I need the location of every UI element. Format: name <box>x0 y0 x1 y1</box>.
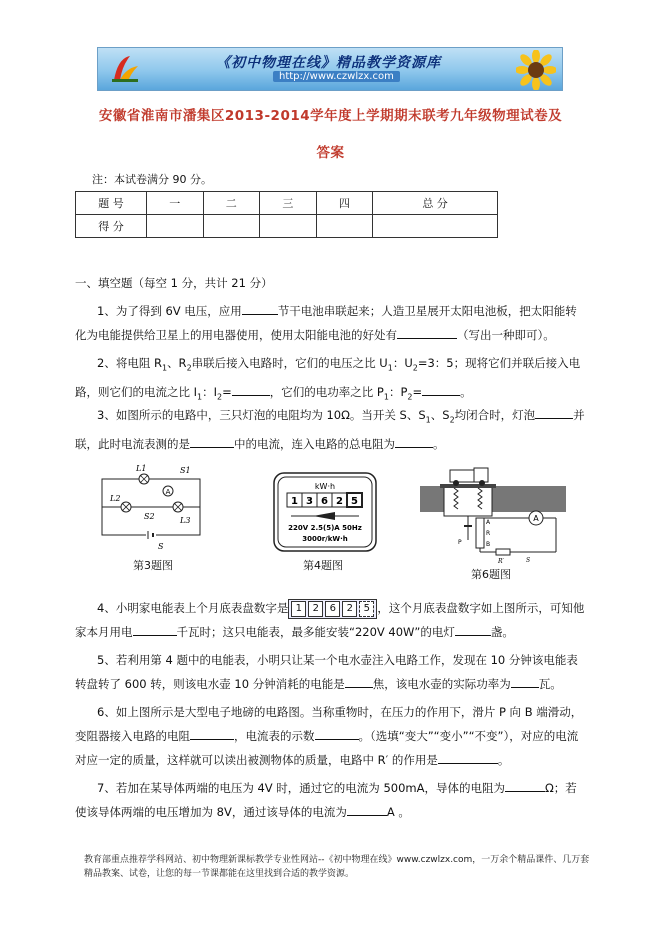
score-table-header-row <box>76 192 498 215</box>
answer-blank[interactable] <box>190 727 234 740</box>
section-heading: 一、填空题（每空 1 分，共计 21 分） <box>75 276 273 290</box>
q3-text: 3、如图所示的电路中，三只灯泡的电阻均为 10Ω。当开关 S、S <box>97 408 426 422</box>
answer-blank[interactable] <box>422 383 460 396</box>
question-2: 2、将电阻 $R_1$、$R_2$串联后接入电路时，它们的电压之比 $U_1$：$U_2=3$：5；现将它们并联后接入电路，则它们的电流之比 $I_1$：$I_2=$ ，它们的电功率之比 $P_1$：$P_2=$ 。 <box>75 356 581 402</box>
q1-text-c: （写出一种即可）。 <box>457 328 555 342</box>
table-header-cell: 三 <box>260 192 317 215</box>
answer-blank[interactable] <box>315 727 359 740</box>
q3-text: 。 <box>433 437 445 452</box>
meter-digit: 6 <box>325 601 340 617</box>
fig6-label-B: B <box>486 541 491 548</box>
answer-blank[interactable] <box>505 779 545 792</box>
fig3-label-L1: L1 <box>136 464 147 473</box>
meter-digit: 2 <box>308 601 323 617</box>
fig6-label-P: P <box>458 539 462 546</box>
q2-text: = <box>412 385 423 400</box>
banner-url[interactable]: http://www.czwlzx.com <box>273 71 400 82</box>
fig6-ammeter-label: A <box>533 514 539 523</box>
q5-text: 5、若利用第 4 题中的电能表，小明只让某一个电水壶注入电路工作，发现在 10 分钟该电能表转盘转了 600 转，则该电水壶 10 分钟消耗的电能是 <box>75 653 578 691</box>
answer-blank[interactable] <box>133 623 177 636</box>
meter-digit: 1 <box>291 601 306 617</box>
q5-text: 焦，该电水壶的实际功率为 <box>372 677 511 691</box>
meter-digit: 2 <box>342 601 357 617</box>
q1-text-a: 1、为了得到 6V 电压，应用 <box>97 304 242 318</box>
score-cell[interactable] <box>147 215 204 238</box>
answer-blank[interactable] <box>345 675 373 688</box>
document-title: 安徽省淮南市潘集区2013-2014学年度上学期期末联考九年级物理试卷及 <box>98 108 563 124</box>
meter-digit: 2 <box>336 496 343 507</box>
answer-blank[interactable] <box>535 406 573 419</box>
answer-blank[interactable] <box>455 623 491 636</box>
score-cell[interactable] <box>260 215 317 238</box>
page-footer: 教育部重点推荐学科网站、初中物理新课标教学专业性网站--《初中物理在线》www.czwlzx.com，一万余个精品课件、几万套精品教案、试卷，让您的每一节课都能在这里找到合适的教学资源。 <box>84 855 590 879</box>
q6-text: 。 <box>497 753 510 767</box>
q6-text: 。（选填“变大”“变小”“不变”），对应的电流对应一定的质量，这样就可以读出被测物体的质量，电路中 R′ 的作用是 <box>75 729 579 767</box>
electric-meter-fig4 <box>273 472 377 552</box>
fig6-caption: 第6题图 <box>471 568 511 581</box>
q7-text: A 。 <box>386 805 410 819</box>
fig3-label-L2: L2 <box>110 494 121 503</box>
q6-text: 6、如上图所示是大型电子地磅的电路图。当称重物时，在压力的作用下，滑片 P 向 B 端滑动，变阻器接入电路的电阻 <box>75 705 583 743</box>
sunflower-icon <box>516 50 556 90</box>
question-3: 3、如图所示的电路中，三只灯泡的电阻均为 10Ω。当开关 S、$S_1$、$S_2$均闭合时，灯泡 并联，此时电流表测的是 中的电流，连入电路的总电阻为 。 <box>75 408 585 452</box>
table-header-cell: 一 <box>147 192 204 215</box>
question-5 <box>75 648 585 696</box>
meter-revolutions: 3000r/kW·h <box>302 535 348 543</box>
fig3-label-S: S <box>158 542 164 551</box>
q2-text: = <box>222 385 232 400</box>
q2-text: ：I <box>202 385 218 400</box>
answer-blank[interactable] <box>395 435 433 448</box>
question-1 <box>75 299 585 347</box>
meter-digit: 1 <box>291 496 298 507</box>
banner-slogan: 《初中物理在线》精品教学资源库 <box>216 55 441 71</box>
question-6 <box>75 700 585 772</box>
meter-digit: 6 <box>321 496 328 507</box>
question-7 <box>75 776 585 824</box>
q6-text: ，电流表的示数 <box>234 729 315 743</box>
table-header-cell: 题 号 <box>76 192 147 215</box>
score-cell[interactable] <box>373 215 498 238</box>
answer-blank[interactable] <box>397 326 457 339</box>
answer-blank[interactable] <box>242 302 278 315</box>
fig3-label-S1: S1 <box>180 466 191 475</box>
answer-blank[interactable] <box>232 383 270 396</box>
fig6-label-A: A <box>486 519 491 526</box>
q3-text: 并联，此时电流表测的是 <box>75 408 585 452</box>
score-note: 注：本试卷满分 90 分。 <box>92 173 212 186</box>
document-title-cont: 答案 <box>316 145 345 161</box>
q2-text: 2、将电阻 R <box>97 356 162 370</box>
answer-blank[interactable] <box>511 675 539 688</box>
meter-rating: 220V 2.5(5)A 50Hz <box>288 524 362 532</box>
score-cell[interactable] <box>203 215 260 238</box>
q7-text: 7、若加在某导体两端的电压为 4V 时，通过它的电流为 500mA，导体的电阻为 <box>97 781 505 795</box>
q5-text: 瓦。 <box>538 677 562 691</box>
q2-text: ，它们的电功率之比 P <box>269 385 384 400</box>
answer-blank[interactable] <box>347 803 387 816</box>
q1-text-b: 节干电池串联起来；人造卫星展开太阳电池板，把太阳能转化为电能提供给卫星上的用电器使用，使用太阳能电池的好处有 <box>75 304 577 342</box>
meter-unit: kW·h <box>314 482 336 491</box>
answer-blank[interactable] <box>438 751 498 764</box>
fig3-label-L3: L3 <box>180 516 191 525</box>
fig6-label-R: R <box>486 530 491 537</box>
table-row-label: 得 分 <box>76 215 147 238</box>
q4-text: 盏。 <box>490 625 514 639</box>
fig3-ammeter-label: A <box>165 488 171 496</box>
fig3-caption: 第3题图 <box>133 559 173 572</box>
score-table <box>75 191 498 238</box>
answer-blank[interactable] <box>190 435 234 448</box>
table-header-cell: 四 <box>316 192 373 215</box>
meter-digit: 3 <box>306 496 313 507</box>
q4-text: 千瓦时；这只电能表，最多能安装“220V 40W”的电灯 <box>176 625 455 639</box>
table-header-cell: 总 分 <box>373 192 498 215</box>
meter-reading-inline <box>288 599 377 619</box>
q2-text: 串联后接入电路时，它们的电压之比 U <box>191 356 388 370</box>
question-4 <box>75 596 585 644</box>
q2-text: =3：5；现将它们并联后接入电路，则它们的电流之比 I <box>75 356 581 400</box>
header-banner <box>97 47 563 91</box>
fig6-label-Rp: R′ <box>498 558 504 565</box>
score-table-row <box>76 215 498 238</box>
q2-text: ：P <box>388 385 408 400</box>
q4-text: ，这个月底表盘数字如上图所示，可知他家本月用电 <box>75 601 585 639</box>
site-logo-icon <box>108 52 142 86</box>
circuit-diagram-fig3 <box>96 461 206 557</box>
fig4-caption: 第4题图 <box>303 559 343 572</box>
fig3-label-S2: S2 <box>144 512 155 521</box>
table-header-cell: 二 <box>203 192 260 215</box>
q2-text: 、R <box>167 356 187 370</box>
meter-digit: 5 <box>359 601 374 617</box>
q3-text: 中的电流，连入电路的总电阻为 <box>234 437 395 452</box>
fig6-label-S: S <box>526 557 531 564</box>
q2-text: 。 <box>460 385 472 400</box>
weighbridge-diagram-fig6 <box>420 466 566 568</box>
q4-text: 4、小明家电能表上个月底表盘数字是 <box>97 601 289 615</box>
score-cell[interactable] <box>316 215 373 238</box>
q3-text: 、S <box>430 408 450 422</box>
q2-text: ：U <box>392 356 413 370</box>
meter-digit: 5 <box>351 496 358 507</box>
q7-text: Ω；若使该导体两端的电压增加为 8V，通过该导体的电流为 <box>75 781 577 819</box>
q3-text: 均闭合时，灯泡 <box>454 408 536 422</box>
